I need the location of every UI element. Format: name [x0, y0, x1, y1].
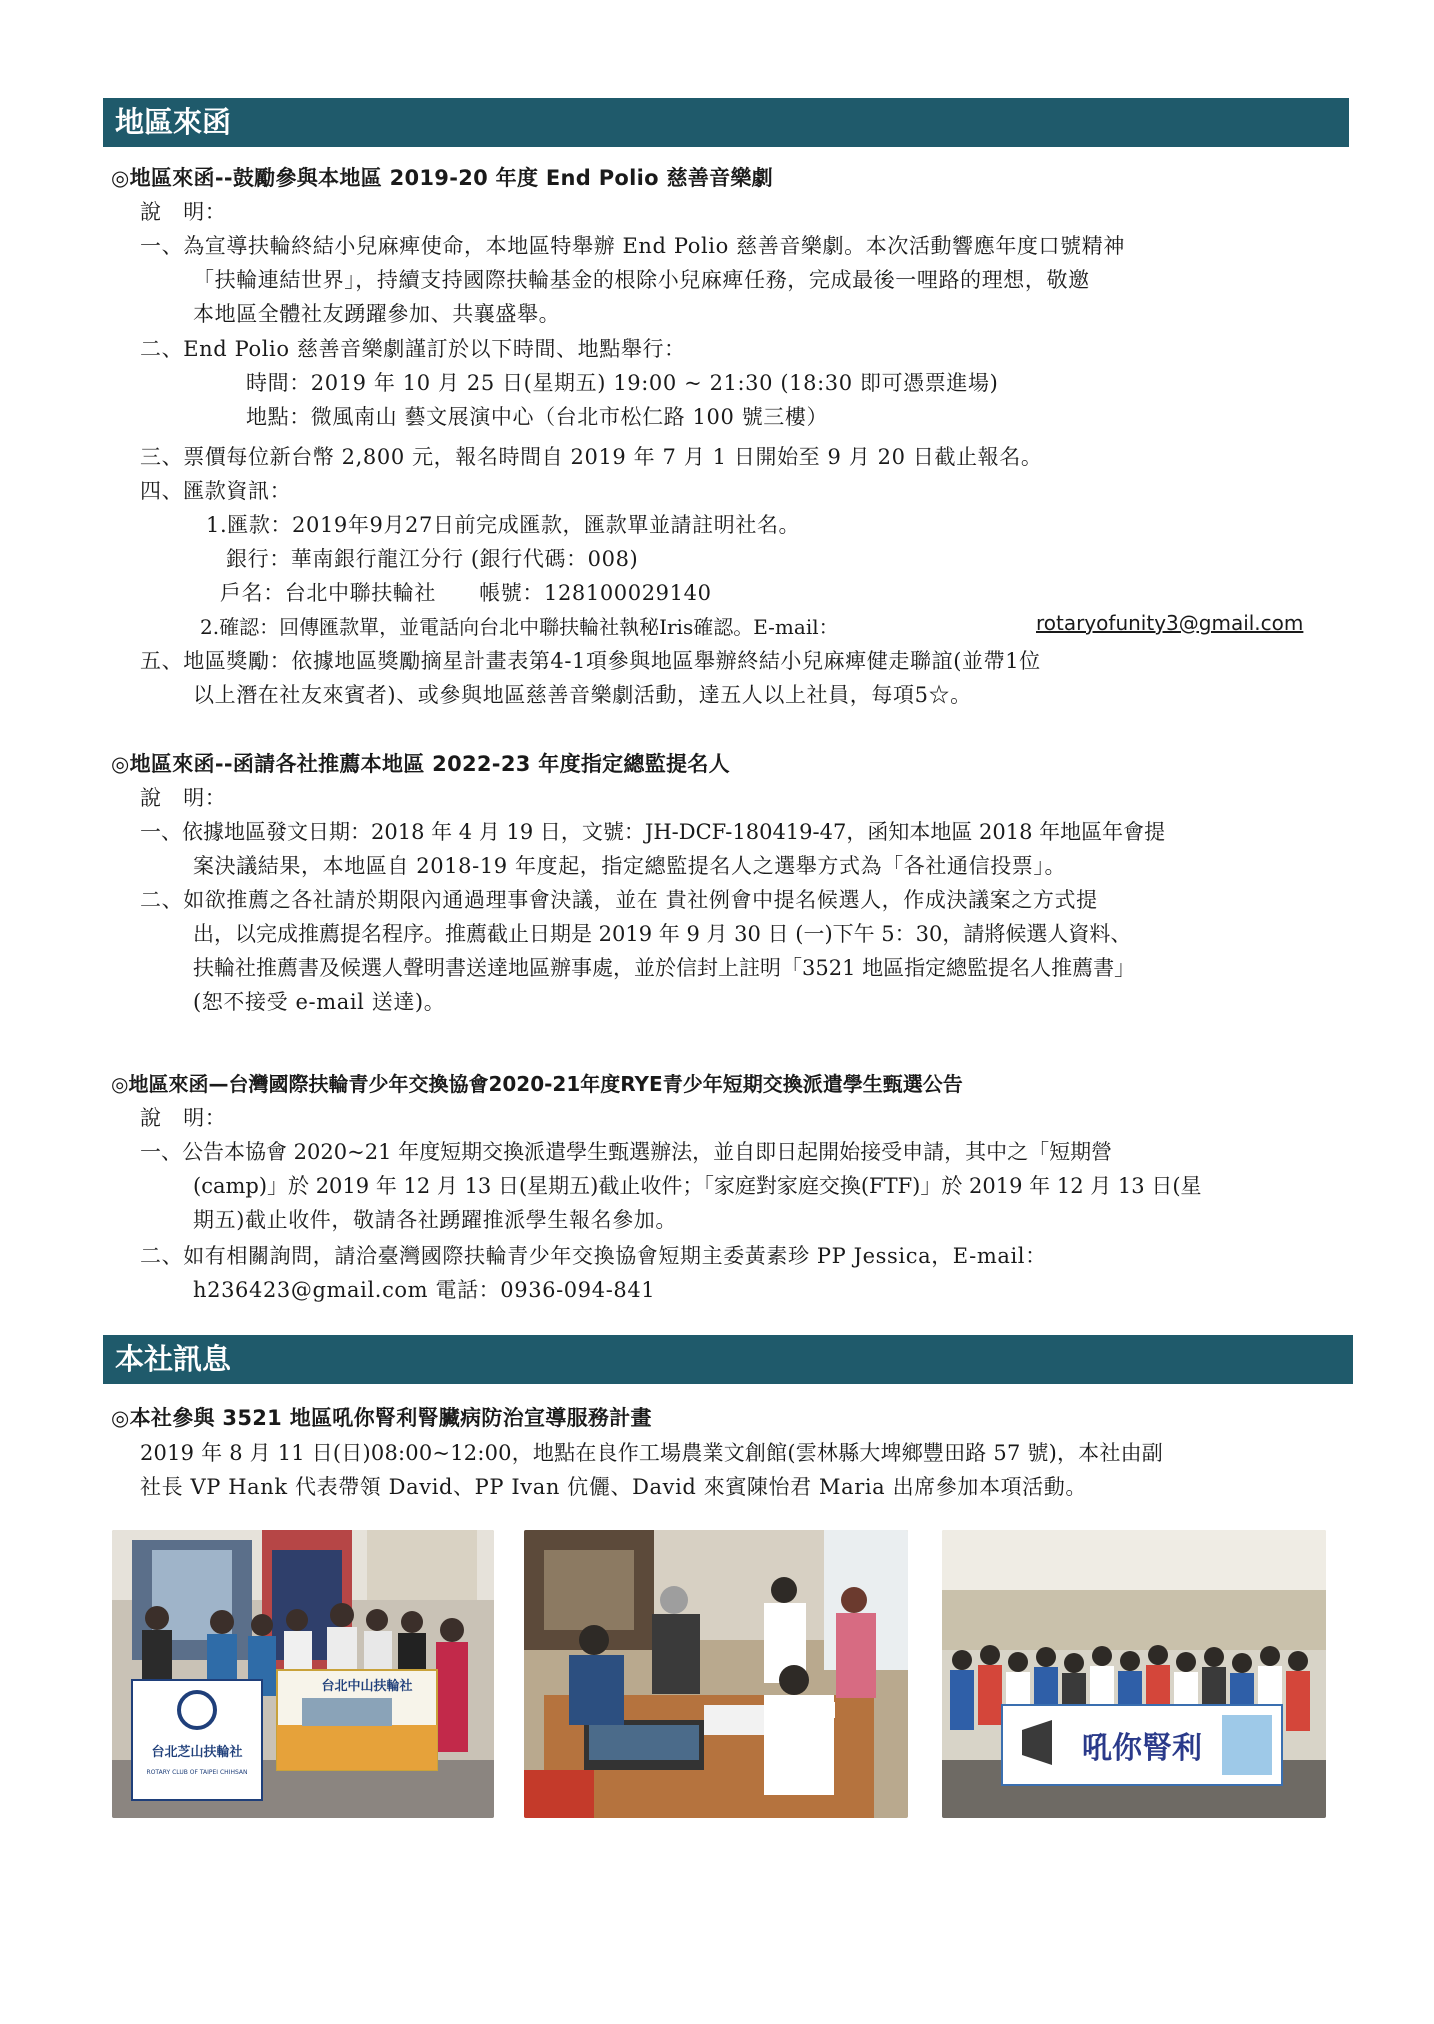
- item1-line: 三、票價每位新台幣 2,800 元，報名時間自 2019 年 7 月 1 日開始至 9 月 20 日截止報名。: [140, 445, 1043, 469]
- item1-line: 一、為宣導扶輪終結小兒麻痺使命，本地區特舉辦 End Polio 慈善音樂劇。本次活動響應年度口號精神: [140, 234, 1125, 258]
- item1-line: 以上潛在社友來賓者)、或參與地區慈善音樂劇活動，達五人以上社員，每項5☆。: [193, 683, 972, 707]
- item3-line: (camp)」於 2019 年 12 月 13 日(星期五)截止收件；「家庭對家庭交換(FTF)」於 2019 年 12 月 13 日(星: [193, 1174, 1202, 1198]
- item1-line: 地點：微風南山 藝文展演中心（台北市松仁路 100 號三樓）: [246, 405, 829, 429]
- photo-group-banners: [112, 1530, 494, 1818]
- item2-title: ◎地區來函--函請各社推薦本地區 2022-23 年度指定總監提名人: [111, 752, 730, 776]
- item1-line: 銀行：華南銀行龍江分行 (銀行代碼：008): [226, 547, 639, 571]
- banner-event-text: 吼你腎利: [1082, 1731, 1202, 1766]
- item3-line: 二、如有相關詢問，請洽臺灣國際扶輪青少年交換協會短期主委黃素珍 PP Jessica，E-mail：: [140, 1244, 1047, 1268]
- banner-right-text: 台北中山扶輪社: [321, 1679, 413, 1694]
- item3-line: 期五)截止收件，敬請各社踴躍推派學生報名參加。: [193, 1208, 677, 1232]
- item3-line: 說 明：: [140, 1106, 227, 1130]
- club-line: 2019 年 8 月 11 日(日)08:00~12:00，地點在良作工場農業文創館(雲林縣大埤鄉豐田路 57 號)，本社由副: [140, 1441, 1163, 1465]
- item2-line: 出，以完成推薦提名程序。推薦截止日期是 2019 年 9 月 30 日 (一)下午 5：30，請將候選人資料、: [193, 922, 1132, 946]
- item2-line: 案決議結果，本地區自 2018-19 年度起，指定總監提名人之選舉方式為「各社通信投票」。: [193, 854, 1067, 878]
- item1-line: 本地區全體社友踴躍參加、共襄盛舉。: [193, 302, 561, 326]
- item1-line: 2.確認：回傳匯款單，並電話向台北中聯扶輪社執秘Iris確認。E-mail：: [200, 615, 839, 639]
- item1-title: ◎地區來函--鼓勵參與本地區 2019-20 年度 End Polio 慈善音樂劇: [111, 166, 773, 190]
- banner-left-subtext: ROTARY CLUB OF TAIPEI CHIHSAN: [146, 1769, 248, 1776]
- item2-line: 說 明：: [140, 786, 227, 810]
- item3-line: h236423@gmail.com 電話：0936-094-841: [193, 1278, 656, 1302]
- item1-line: 五、地區獎勵：依據地區獎勵摘星計畫表第4-1項參與地區舉辦終結小兒麻痺健走聯誼(並帶1位: [140, 649, 1041, 673]
- item1-line: 戶名：台北中聯扶輪社 帳號：128100029140: [220, 581, 712, 605]
- item1-line: 「扶輪連結世界」，持續支持國際扶輪基金的根除小兒麻痺任務，完成最後一哩路的理想，敬邀: [193, 268, 1090, 292]
- item1-line: 時間：2019 年 10 月 25 日(星期五) 19:00 ~ 21:30 (18:30 即可憑票進場): [246, 371, 999, 395]
- club-title: ◎本社參與 3521 地區吼你腎利腎臟病防治宣導服務計畫: [111, 1406, 652, 1430]
- item2-line: 扶輪社推薦書及候選人聲明書送達地區辦事處，並於信封上註明「3521 地區指定總監提名人推薦書」: [193, 956, 1136, 980]
- item3-title: ◎地區來函—台灣國際扶輪青少年交換協會2020-21年度RYE青少年短期交換派遣學生甄選公告: [111, 1072, 963, 1096]
- item3-line: 一、公告本協會 2020~21 年度短期交換派遣學生甄選辦法，並自即日起開始接受申請，其中之「短期營: [140, 1140, 1113, 1164]
- item1-line: 二、End Polio 慈善音樂劇謹訂於以下時間、地點舉行：: [140, 337, 686, 361]
- photo-event-group: [942, 1530, 1326, 1818]
- item1-line: 四、匯款資訊：: [140, 479, 292, 503]
- banner-left-text: 台北芝山扶輪社: [151, 1745, 243, 1760]
- photo-health-screening: [524, 1530, 908, 1818]
- club-line: 社長 VP Hank 代表帶領 David、PP Ivan 伉儷、David 來賓陳怡君 Maria 出席參加本項活動。: [140, 1475, 1087, 1499]
- item2-line: (恕不接受 e-mail 送達)。: [193, 990, 446, 1014]
- item1-line: 說 明：: [140, 200, 227, 224]
- section-header-club: 本社訊息: [103, 1335, 1353, 1384]
- item2-line: 一、依據地區發文日期：2018 年 4 月 19 日，文號：JH-DCF-180419-47，函知本地區 2018 年地區年會提: [140, 820, 1166, 844]
- section-header-district: 地區來函: [103, 98, 1349, 147]
- item2-line: 二、如欲推薦之各社請於期限內通過理事會決議，並在 貴社例會中提名候選人，作成決議案之方式提: [140, 888, 1098, 912]
- item1-line: 1.匯款：2019年9月27日前完成匯款，匯款單並請註明社名。: [206, 513, 801, 537]
- email-link[interactable]: rotaryofunity3@gmail.com: [1036, 611, 1304, 635]
